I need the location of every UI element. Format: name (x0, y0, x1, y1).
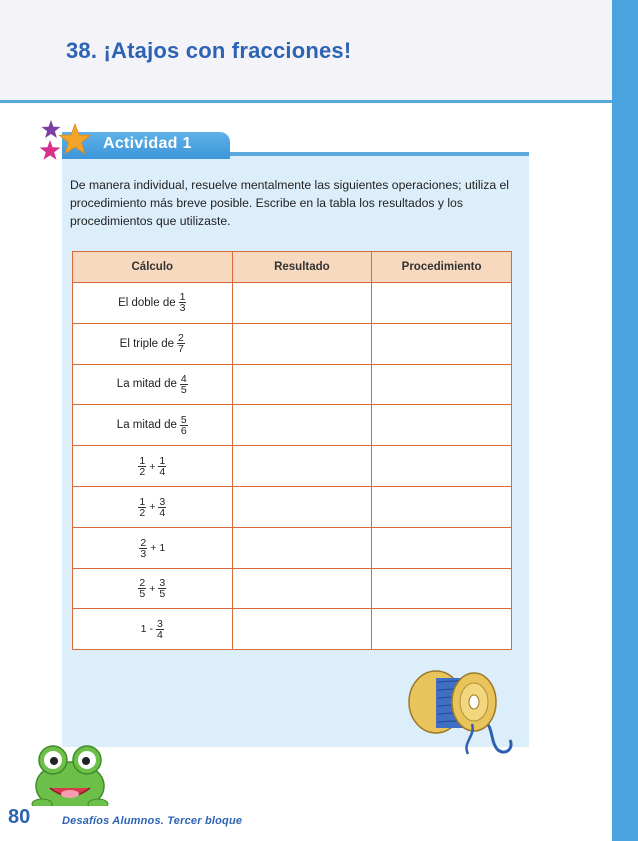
table-row (73, 446, 512, 487)
table-header-row (73, 252, 512, 283)
resultado-cell[interactable] (232, 527, 372, 568)
activity-tab-underline (230, 152, 529, 156)
page-number: 80 (8, 806, 31, 828)
fraction (180, 374, 188, 395)
denominator: 2 (139, 506, 146, 519)
whole-number: 1 (140, 623, 147, 636)
fraction (180, 415, 188, 436)
procedimiento-cell[interactable] (372, 609, 512, 650)
calculo-cell (73, 364, 233, 405)
numerator: 1 (139, 495, 146, 508)
operator: + (149, 460, 156, 473)
table-row (73, 568, 512, 609)
denominator: 5 (159, 588, 166, 601)
procedimiento-cell[interactable] (372, 446, 512, 487)
footer-text: Desafíos Alumnos. Tercer bloque (62, 815, 243, 827)
fraction (139, 538, 147, 559)
calculo-prefix: La mitad de (116, 378, 177, 391)
whole-number: 1 (159, 542, 166, 555)
calculo-expression (139, 538, 165, 559)
operator: - (149, 623, 154, 636)
calculo-cell (73, 283, 233, 324)
calculo-expression (120, 333, 185, 354)
page-title: 38. ¡Atajos con fracciones! (66, 38, 352, 63)
calculo-cell (73, 486, 233, 527)
table-row (73, 323, 512, 364)
denominator: 4 (159, 466, 166, 479)
fraction (179, 292, 187, 313)
denominator: 3 (179, 302, 186, 315)
calculo-cell (73, 609, 233, 650)
numerator: 2 (140, 536, 147, 549)
procedimiento-cell[interactable] (372, 323, 512, 364)
numerator: 2 (139, 577, 146, 590)
calculo-expression (141, 619, 164, 640)
calculo-prefix: El doble de (118, 296, 176, 309)
numerator: 3 (157, 617, 163, 630)
procedimiento-cell[interactable] (372, 364, 512, 405)
calculo-prefix: La mitad de (116, 419, 177, 432)
table-row (73, 364, 512, 405)
fraction (158, 497, 166, 518)
pink-star-icon (40, 140, 61, 160)
resultado-cell[interactable] (232, 323, 372, 364)
denominator: 7 (178, 343, 184, 356)
calculo-cell (73, 446, 233, 487)
fraction (138, 456, 146, 477)
resultado-cell[interactable] (232, 568, 372, 609)
calculo-expression (138, 497, 166, 518)
activity-instructions: De manera individual, resuelve mentalmente las siguientes operaciones; utiliza el procedimiento más breve posible. Escribe en la tabla los resultados y los procedimientos que utilizaste. (70, 178, 509, 228)
numerator: 5 (180, 413, 187, 426)
calculo-expression (118, 292, 186, 313)
procedimiento-cell[interactable] (372, 568, 512, 609)
procedimiento-cell[interactable] (372, 283, 512, 324)
denominator: 5 (139, 588, 146, 601)
resultado-cell[interactable] (232, 283, 372, 324)
calculo-prefix: El triple de (119, 337, 175, 350)
calculo-cell (73, 568, 233, 609)
stars-icon (38, 118, 92, 166)
procedimiento-cell[interactable] (372, 486, 512, 527)
resultado-cell[interactable] (232, 609, 372, 650)
operator: + (149, 582, 156, 595)
calculo-expression (138, 456, 166, 477)
procedimiento-cell[interactable] (372, 405, 512, 446)
header-resultado: Resultado (232, 252, 372, 283)
table-row (73, 283, 512, 324)
calculo-expression (117, 374, 188, 395)
fraction (158, 456, 166, 477)
denominator: 4 (157, 628, 163, 641)
resultado-cell[interactable] (232, 364, 372, 405)
numerator: 3 (159, 577, 166, 590)
numerator: 1 (179, 291, 186, 304)
header-procedimiento: Procedimiento (372, 252, 512, 283)
header-rule (0, 100, 612, 103)
calculation-table (72, 251, 512, 650)
purple-star-icon (42, 120, 61, 138)
table-row (73, 486, 512, 527)
operator: + (149, 501, 156, 514)
orange-star-icon (59, 124, 90, 154)
numerator: 3 (159, 495, 166, 508)
table-row (73, 527, 512, 568)
table-row (73, 405, 512, 446)
denominator: 2 (139, 466, 146, 479)
thread-spool-illustration (402, 650, 524, 760)
numerator: 1 (139, 455, 146, 468)
activity-label: Actividad 1 (103, 135, 192, 152)
calculo-expression (117, 415, 188, 436)
numerator: 4 (180, 372, 187, 385)
header-calculo: Cálculo (73, 252, 233, 283)
operator: + (150, 542, 157, 555)
calculo-cell (73, 323, 233, 364)
calculo-cell (73, 405, 233, 446)
fraction (158, 578, 166, 599)
procedimiento-cell[interactable] (372, 527, 512, 568)
table-row (73, 609, 512, 650)
denominator: 4 (159, 506, 166, 519)
resultado-cell[interactable] (232, 405, 372, 446)
calculo-cell (73, 527, 233, 568)
resultado-cell[interactable] (232, 446, 372, 487)
numerator: 1 (159, 455, 166, 468)
fraction (177, 333, 185, 354)
fraction (156, 619, 164, 640)
calculo-expression (138, 578, 166, 599)
fraction (138, 497, 146, 518)
resultado-cell[interactable] (232, 486, 372, 527)
denominator: 5 (180, 383, 187, 396)
numerator: 2 (178, 332, 184, 345)
right-edge-strip (612, 0, 638, 841)
denominator: 3 (140, 547, 147, 560)
denominator: 6 (180, 424, 187, 437)
fraction (138, 578, 146, 599)
